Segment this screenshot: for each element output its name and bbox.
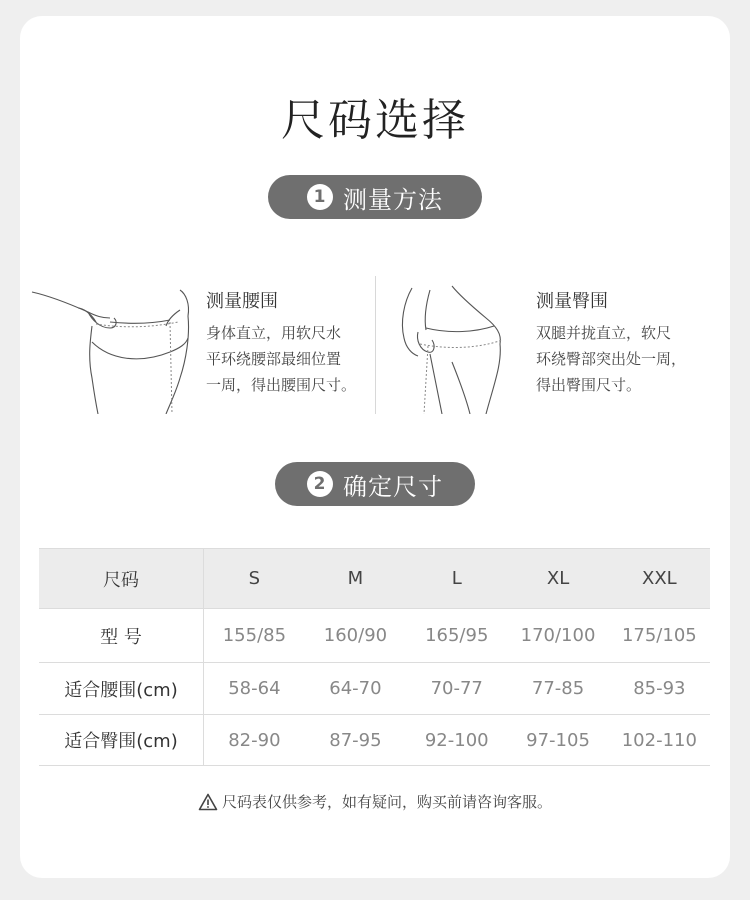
table-row xyxy=(39,715,710,766)
table-cell: 155/85 xyxy=(204,609,305,663)
table-header-cell: XL xyxy=(507,549,608,609)
table-cell: 170/100 xyxy=(507,609,608,663)
table-row xyxy=(39,609,710,663)
section-measure-method xyxy=(268,175,482,219)
section-label: 测量方法 xyxy=(343,185,443,214)
table-cell: 87-95 xyxy=(305,715,406,766)
table-header-cell: L xyxy=(406,549,507,609)
section-divider xyxy=(375,276,376,414)
waist-measure-illustration xyxy=(30,282,200,414)
table-cell: 70-77 xyxy=(406,663,507,715)
size-note xyxy=(0,791,750,812)
table-cell: 82-90 xyxy=(204,715,305,766)
warning-icon xyxy=(198,793,218,811)
table-cell: 160/90 xyxy=(305,609,406,663)
size-chart-table xyxy=(39,548,710,766)
table-row-label: 适合臀围(cm) xyxy=(39,715,204,766)
page-title: 尺码选择 xyxy=(281,95,469,146)
hip-instructions xyxy=(536,320,706,398)
hip-line: 双腿并拢直立，软尺 xyxy=(536,324,672,342)
hip-line: 环绕臀部突出处一周， xyxy=(536,350,687,368)
table-cell: 64-70 xyxy=(305,663,406,715)
table-header-cell: M xyxy=(305,549,406,609)
table-header-cell: XXL xyxy=(609,549,710,609)
section-determine-size xyxy=(275,462,475,506)
table-cell: 175/105 xyxy=(609,609,710,663)
section-number-badge: 2 xyxy=(307,471,333,497)
hip-heading: 测量臀围 xyxy=(536,291,608,312)
table-header-row xyxy=(39,549,710,609)
table-cell: 165/95 xyxy=(406,609,507,663)
table-header-cell: 尺码 xyxy=(39,549,204,609)
table-cell: 58-64 xyxy=(204,663,305,715)
section-number-badge: 1 xyxy=(307,184,333,210)
section-label: 确定尺寸 xyxy=(343,472,443,501)
table-cell: 102-110 xyxy=(609,715,710,766)
table-row-label: 适合腰围(cm) xyxy=(39,663,204,715)
table-cell: 77-85 xyxy=(507,663,608,715)
hip-line: 得出臀围尺寸。 xyxy=(536,376,642,394)
waist-line: 身体直立，用软尺水 xyxy=(206,324,342,342)
waist-instructions xyxy=(206,320,376,398)
waist-line: 一周，得出腰围尺寸。 xyxy=(206,376,357,394)
table-cell: 97-105 xyxy=(507,715,608,766)
table-cell: 85-93 xyxy=(609,663,710,715)
table-header-cell: S xyxy=(204,549,305,609)
table-cell: 92-100 xyxy=(406,715,507,766)
size-note-text: 尺码表仅供参考，如有疑问，购买前请咨询客服。 xyxy=(221,793,552,811)
waist-heading: 测量腰围 xyxy=(206,291,278,312)
table-row xyxy=(39,663,710,715)
hip-measure-illustration xyxy=(390,282,520,414)
table-row-label: 型 号 xyxy=(39,609,204,663)
waist-line: 平环绕腰部最细位置 xyxy=(206,350,342,368)
